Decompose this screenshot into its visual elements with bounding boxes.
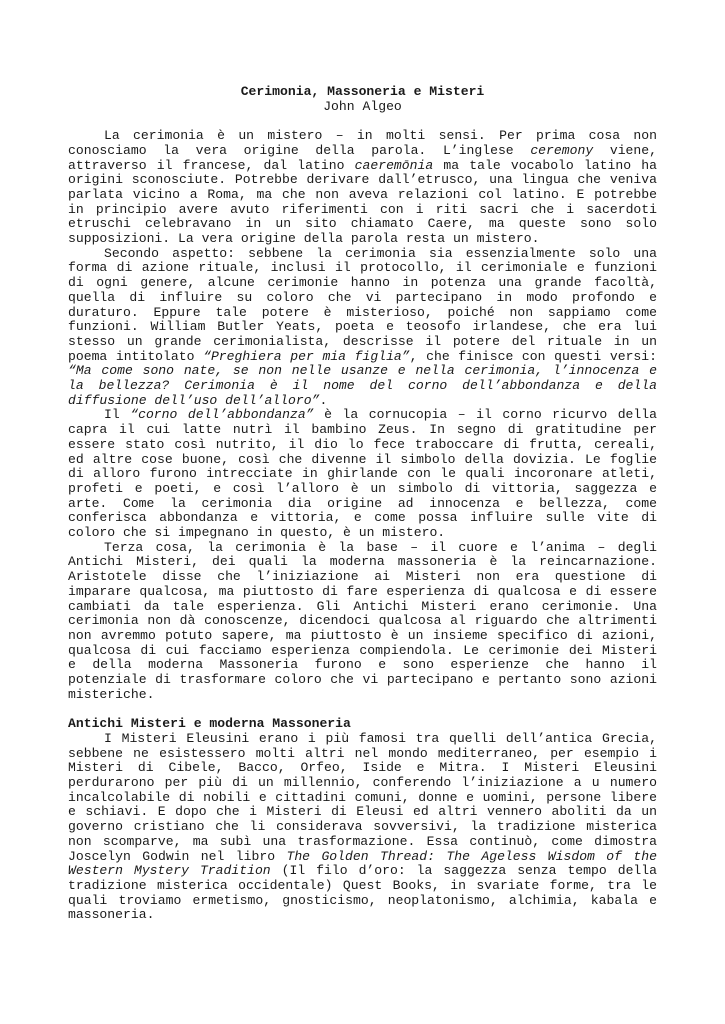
text-run: Secondo aspetto: sebbene la cerimonia sia essenzialmente solo una forma di azione rituale, inclusi il protocollo, il cerimoniale e funzioni di ogni genere, alcune cerimonie hanno in potenza una grande facoltà, quella di influire su coloro che vi partecipano in modo profondo e duraturo. Eppure tale potere è misterioso, poiché non sappiamo come funzioni. William Butler Yeats, poeta e teosofo irlandese, che era lui stesso un grande cerimonialista, descrisse il potere del rituale in un poema intitolato — [68, 245, 657, 364]
italic-text: “Preghiera per mia figlia” — [203, 348, 410, 364]
italic-text: ceremony — [530, 142, 594, 158]
text-run: Terza cosa, la cerimonia è la base – il cuore e l’anima – degli Antichi Misteri, dei quali la moderna massoneria è la reincarnazione. Aristotele disse che l’iniziazione ai Misteri non era questione di imparare qualcosa, ma piuttosto di fare esperienza di qualcosa e di essere cambiati da tale esperienza. Gli Antichi Misteri erano cerimonie. Una cerimonia non dà conoscenze, dicendoci qualcosa al riguardo che altrimenti non avremmo potuto sapere, ma piuttosto è un insieme specifico di azioni, qualcosa di cui facciamo esperienza compiendola. Le cerimonie dei Misteri e della moderna Massoneria furono e sono esperienze che hanno il potenziale di trasformare coloro che vi partecipano e pertanto sono azioni misteriche. — [68, 539, 657, 702]
document-title: Cerimonia, Massoneria e Misteri — [240, 84, 485, 99]
italic-text: “corno dell’abbondanza” — [130, 407, 314, 423]
text-run: La cerimonia è un mistero – in molti sensi. Per prima cosa non conosciamo la vera origine della parola. L’inglese — [68, 128, 657, 158]
text-run: , che finisce con questi versi: — [409, 348, 658, 364]
italic-text: caeremōnia — [354, 157, 434, 173]
text-run: è la cornucopia – il corno ricurvo della capra il cui latte nutrì il bambino Zeus. In segno di gratitudine per essere stato così nutrito, il dio lo fece traboccare di frutta, cereali, ed altre cose buone, così che divenne il simbolo della dovizia. Le foglie di alloro furono intrecciate in ghirlande con le quali incoronare atleti, profeti e poeti, e così l’alloro è un simbolo di vittoria, saggezza e arte. Come la cerimonia dia origine ad innocenza e bellezza, come conferisca abbondanza e vittoria, e come possa influire sulle vite di coloro che si impegnano in questo, è un mistero. — [68, 407, 657, 541]
document-author: John Algeo — [323, 98, 402, 114]
italic-text: The Golden Thread: The Ageless Wisdom of the Western Mystery Tradition — [68, 848, 657, 879]
text-run: viene, attraverso il francese, dal latino — [68, 142, 657, 173]
paragraph — [68, 408, 657, 540]
text-run: I Misteri Eleusini erano i più famosi tra quelli dell’antica Grecia, sebbene ne esistessero molti altri nel mondo mediterraneo, per esempio i Misteri di Cibele, Bacco, Orfeo, Iside e Mitra. I Misteri Eleusini perdurarono per più di un millennio, conferendo l’iniziazione a u numero incalcolabile di nobili e cittadini comuni, donne e uomini, persone libere e schiavi. E dopo che i Misteri di Eleusi ed altri vennero aboliti da un governo cristiano che li considerava sovversivi, la tradizione misterica non scomparve, ma subì una trasformazione. Essa continuò, come dimostra Joscelyn Godwin nel libro — [68, 730, 657, 864]
document-page — [68, 85, 657, 923]
document-body — [68, 129, 657, 923]
text-run: . — [319, 392, 328, 408]
section-heading: Antichi Misteri e moderna Massoneria — [68, 716, 351, 732]
paragraph — [68, 541, 657, 703]
text-run: ma tale vocabolo latino ha origini sconosciute. Potrebbe derivare dall’etrusco, una lingua che veniva parlata vicino a Roma, ma che non aveva relazioni col latino. E potrebbe in principio avere avuto riferimenti con i riti sacri che i sacerdoti etruschi celebravano in un sito chiamato Caere, ma queste sono solo supposizioni. La vera origine della parola resta un mistero. — [68, 157, 657, 247]
text-run: Il — [104, 407, 131, 423]
paragraph — [68, 732, 657, 923]
italic-text: “Ma come sono nate, se non nelle usanze e nella cerimonia, l’innocenza e la bellezza? Cerimonia è il nome del corno dell’abbondanza e della diffusione dell’uso dell’alloro” — [68, 363, 657, 408]
text-run: (Il filo d’oro: la saggezza senza tempo della tradizione misterica occidentale) Quest Books, in svariate forme, tra le quali troviamo ermetismo, gnosticismo, neoplatonismo, alchimia, kabala e massoneria. — [68, 863, 657, 923]
paragraph — [68, 247, 657, 409]
paragraph — [68, 129, 657, 247]
